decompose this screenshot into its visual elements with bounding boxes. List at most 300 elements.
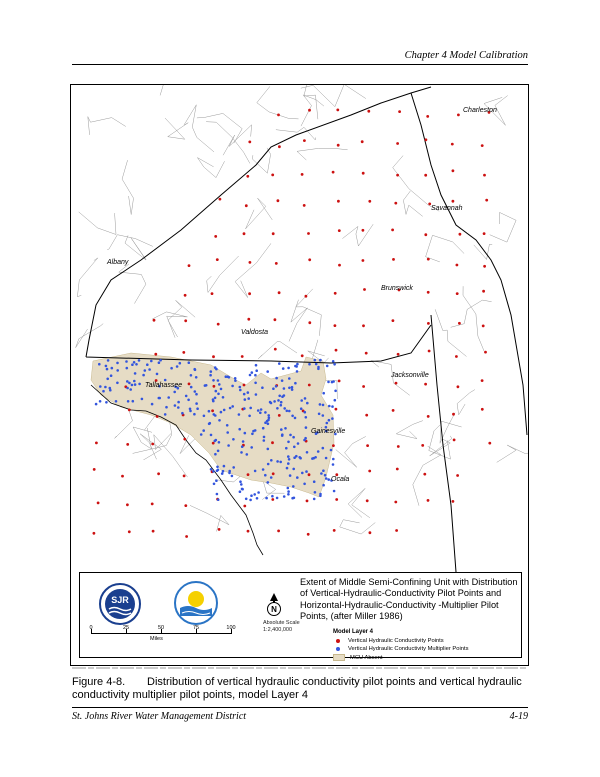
- multiplier-point: [116, 369, 119, 372]
- multiplier-point: [271, 495, 274, 498]
- pilot-point: [308, 321, 311, 324]
- pilot-point: [424, 233, 427, 236]
- multiplier-point: [262, 468, 265, 471]
- multiplier-point: [257, 491, 260, 494]
- multiplier-point: [257, 409, 260, 412]
- multiplier-point: [270, 476, 273, 479]
- multiplier-point: [196, 407, 199, 410]
- multiplier-point: [287, 367, 290, 370]
- multiplier-point: [218, 383, 221, 386]
- multiplier-point: [254, 382, 257, 385]
- county-line: [168, 300, 195, 337]
- multiplier-point: [243, 407, 246, 410]
- pilot-point: [183, 475, 186, 478]
- multiplier-point: [244, 432, 247, 435]
- scale-tick-label: 100: [226, 625, 236, 631]
- multiplier-point: [217, 379, 220, 382]
- multiplier-point: [275, 377, 278, 380]
- pilot-point: [271, 498, 274, 501]
- pilot-point: [361, 140, 364, 143]
- pilot-point: [247, 530, 250, 533]
- pilot-point: [248, 292, 251, 295]
- multiplier-point: [267, 481, 270, 484]
- multiplier-point: [292, 468, 295, 471]
- pilot-point: [367, 110, 370, 113]
- pilot-point: [308, 384, 311, 387]
- multiplier-point: [241, 445, 244, 448]
- multiplier-point: [322, 392, 325, 395]
- multiplier-point: [289, 474, 292, 477]
- multiplier-point: [249, 499, 252, 502]
- multiplier-point: [326, 365, 329, 368]
- county-line: [79, 212, 116, 235]
- pilot-point: [185, 535, 188, 538]
- multiplier-point: [238, 413, 241, 416]
- multiplier-point: [214, 453, 217, 456]
- county-line: [88, 117, 126, 135]
- multiplier-point: [223, 409, 226, 412]
- multiplier-point: [218, 419, 221, 422]
- multiplier-point: [134, 372, 137, 375]
- multiplier-point: [296, 476, 299, 479]
- multiplier-point: [322, 447, 325, 450]
- multiplier-point: [293, 446, 296, 449]
- pilot-point: [278, 291, 281, 294]
- multiplier-point: [291, 415, 294, 418]
- legend-item: MCU Absent: [333, 654, 469, 663]
- pilot-point: [301, 354, 304, 357]
- county-line: [207, 256, 239, 293]
- multiplier-point: [291, 388, 294, 391]
- pilot-point: [188, 264, 191, 267]
- multiplier-point: [134, 383, 137, 386]
- multiplier-point: [292, 436, 295, 439]
- county-line: [297, 148, 348, 160]
- multiplier-point: [99, 400, 102, 403]
- pilot-point: [241, 355, 244, 358]
- pilot-point: [368, 470, 371, 473]
- multiplier-point: [223, 465, 226, 468]
- pilot-point: [427, 322, 430, 325]
- city-label: Tallahassee: [145, 382, 183, 389]
- figure-caption-text: Distribution of vertical hydraulic conductivity pilot points and vertical hydraulic conductivity multiplier pilot points, model Layer 4: [72, 676, 522, 701]
- pilot-point: [277, 199, 280, 202]
- multiplier-point: [125, 360, 128, 363]
- pilot-point: [157, 472, 160, 475]
- pilot-point: [219, 198, 222, 201]
- multiplier-point: [286, 410, 289, 413]
- pilot-point: [392, 409, 395, 412]
- multiplier-point: [297, 442, 300, 445]
- multiplier-point: [221, 472, 224, 475]
- county-line: [119, 264, 146, 304]
- multiplier-point: [135, 363, 138, 366]
- multiplier-point: [286, 467, 289, 470]
- multiplier-point: [226, 431, 229, 434]
- multiplier-point: [106, 368, 109, 371]
- pilot-point: [362, 385, 365, 388]
- multiplier-point: [264, 474, 267, 477]
- multiplier-point: [164, 413, 167, 416]
- county-line: [154, 434, 188, 478]
- sjrwmd-logo: [98, 582, 142, 626]
- multiplier-point: [320, 472, 323, 475]
- multiplier-point: [107, 359, 110, 362]
- pilot-point: [458, 322, 461, 325]
- multiplier-point: [287, 441, 290, 444]
- multiplier-point: [208, 410, 211, 413]
- pilot-point: [483, 232, 486, 235]
- red-dot-icon: [336, 639, 340, 643]
- multiplier-point: [267, 463, 270, 466]
- multiplier-point: [177, 406, 180, 409]
- multiplier-point: [296, 370, 299, 373]
- pilot-point: [217, 323, 220, 326]
- pilot-point: [211, 292, 214, 295]
- multiplier-point: [187, 399, 190, 402]
- pilot-point: [456, 292, 459, 295]
- multiplier-point: [246, 453, 249, 456]
- multiplier-point: [306, 451, 309, 454]
- multiplier-point: [215, 439, 218, 442]
- multiplier-point: [190, 374, 193, 377]
- multiplier-point: [284, 427, 287, 430]
- pilot-point: [247, 318, 250, 321]
- county-line: [138, 85, 166, 95]
- multiplier-point: [181, 412, 184, 415]
- pilot-point: [427, 499, 430, 502]
- county-line: [403, 191, 422, 216]
- county-line: [258, 341, 297, 358]
- pilot-point: [362, 324, 365, 327]
- multiplier-point: [111, 367, 114, 370]
- multiplier-point: [331, 417, 334, 420]
- scale-tick-label: 25: [122, 625, 130, 631]
- multiplier-point: [317, 450, 320, 453]
- multiplier-point: [334, 399, 337, 402]
- multiplier-point: [203, 415, 206, 418]
- pilot-point: [335, 349, 338, 352]
- pilot-point: [488, 442, 491, 445]
- pilot-point: [392, 319, 395, 322]
- pilot-point: [456, 264, 459, 267]
- pilot-point: [303, 204, 306, 207]
- county-line: [440, 413, 462, 444]
- svg-text:N: N: [271, 605, 277, 614]
- multiplier-point: [314, 359, 317, 362]
- pilot-point: [366, 444, 369, 447]
- multiplier-point: [105, 401, 108, 404]
- multiplier-point: [245, 498, 248, 501]
- pilot-point: [272, 232, 275, 235]
- multiplier-point: [109, 389, 112, 392]
- pilot-point: [338, 264, 341, 267]
- multiplier-point: [170, 367, 173, 370]
- figure-caption: [72, 676, 530, 701]
- multiplier-point: [276, 497, 279, 500]
- multiplier-point: [220, 388, 223, 391]
- multiplier-point: [141, 398, 144, 401]
- multiplier-point: [220, 411, 223, 414]
- pilot-point: [397, 353, 400, 356]
- pilot-point: [243, 505, 246, 508]
- pilot-point: [277, 114, 280, 117]
- pilot-point: [308, 473, 311, 476]
- multiplier-point: [254, 429, 257, 432]
- scale-label: Absolute Scale: [263, 620, 300, 626]
- multiplier-point: [265, 497, 268, 500]
- multiplier-point: [131, 363, 134, 366]
- legend-layer-title: Model Layer 4: [333, 629, 374, 635]
- multiplier-point: [98, 363, 101, 366]
- multiplier-point: [276, 460, 279, 463]
- pilot-point: [212, 355, 215, 358]
- multiplier-point: [240, 483, 243, 486]
- multiplier-point: [132, 400, 135, 403]
- multiplier-point: [217, 450, 220, 453]
- multiplier-point: [138, 359, 141, 362]
- county-line: [235, 243, 271, 297]
- multiplier-point: [226, 424, 229, 427]
- pilot-point: [452, 169, 455, 172]
- multiplier-point: [210, 370, 213, 373]
- multiplier-point: [106, 378, 109, 381]
- multiplier-point: [116, 382, 119, 385]
- county-line: [165, 118, 188, 139]
- pilot-point: [481, 144, 484, 147]
- pilot-point: [455, 355, 458, 358]
- multiplier-point: [229, 407, 232, 410]
- pilot-point: [126, 503, 129, 506]
- multiplier-point: [232, 466, 235, 469]
- multiplier-point: [247, 391, 250, 394]
- multiplier-point: [144, 369, 147, 372]
- multiplier-point: [231, 405, 234, 408]
- pilot-point: [275, 262, 278, 265]
- multiplier-point: [95, 403, 98, 406]
- multiplier-point: [212, 398, 215, 401]
- multiplier-point: [272, 387, 275, 390]
- multiplier-point: [275, 385, 278, 388]
- pilot-point: [427, 291, 430, 294]
- multiplier-point: [300, 399, 303, 402]
- city-label: Albany: [107, 259, 129, 266]
- pilot-point: [243, 232, 246, 235]
- multiplier-point: [232, 438, 235, 441]
- multiplier-point: [195, 376, 198, 379]
- pilot-point: [277, 530, 280, 533]
- multiplier-point: [305, 416, 308, 419]
- multiplier-point: [289, 434, 292, 437]
- county-line: [396, 421, 423, 439]
- multiplier-point: [151, 403, 154, 406]
- county-line: [133, 427, 152, 449]
- county-line: [348, 488, 370, 518]
- multiplier-point: [222, 470, 225, 473]
- multiplier-point: [332, 463, 335, 466]
- multiplier-point: [214, 414, 217, 417]
- pilot-point: [213, 385, 216, 388]
- pilot-point: [278, 145, 281, 148]
- county-line: [197, 158, 224, 178]
- pilot-point: [396, 468, 399, 471]
- multiplier-point: [270, 459, 273, 462]
- pilot-point: [398, 110, 401, 113]
- multiplier-point: [326, 422, 329, 425]
- multiplier-point: [280, 428, 283, 431]
- county-line: [413, 446, 441, 506]
- multiplier-point: [209, 374, 212, 377]
- pilot-point: [97, 502, 100, 505]
- multiplier-point: [319, 359, 322, 362]
- multiplier-point: [116, 362, 119, 365]
- county-line: [304, 85, 318, 119]
- multiplier-point: [296, 363, 299, 366]
- pilot-point: [368, 200, 371, 203]
- pilot-point: [366, 499, 369, 502]
- header-rule: [72, 64, 528, 65]
- multiplier-point: [204, 384, 207, 387]
- pilot-point: [483, 174, 486, 177]
- multiplier-point: [133, 361, 136, 364]
- multiplier-point: [213, 483, 216, 486]
- county-line: [125, 235, 146, 260]
- county-line: [122, 160, 133, 215]
- multiplier-point: [164, 379, 167, 382]
- multiplier-point: [254, 374, 257, 377]
- county-line: [184, 105, 214, 152]
- pilot-point: [456, 474, 459, 477]
- multiplier-point: [176, 365, 179, 368]
- legend-item: Vertical Hydraulic Conductivity Multiplier Points: [333, 645, 469, 654]
- county-line: [463, 286, 484, 351]
- multiplier-point: [267, 423, 270, 426]
- chapter-header: Chapter 4 Model Calibration: [404, 50, 528, 61]
- multiplier-point: [195, 393, 198, 396]
- pilot-point: [391, 229, 394, 232]
- pilot-point: [482, 290, 485, 293]
- multiplier-point: [167, 396, 170, 399]
- multiplier-point: [260, 408, 263, 411]
- multiplier-point: [128, 382, 131, 385]
- multiplier-point: [174, 404, 177, 407]
- multiplier-point: [148, 368, 151, 371]
- multiplier-point: [208, 423, 211, 426]
- pilot-point: [128, 530, 131, 533]
- pilot-point: [154, 353, 157, 356]
- multiplier-point: [287, 487, 290, 490]
- pilot-point: [427, 415, 430, 418]
- multiplier-point: [304, 397, 307, 400]
- multiplier-point: [193, 413, 196, 416]
- pilot-point: [337, 144, 340, 147]
- pilot-point: [424, 174, 427, 177]
- multiplier-point: [234, 379, 237, 382]
- pilot-point: [335, 408, 338, 411]
- pilot-point: [153, 319, 156, 322]
- multiplier-point: [217, 393, 220, 396]
- pilot-point: [452, 413, 455, 416]
- multiplier-point: [283, 407, 286, 410]
- city-label: Ocala: [331, 476, 350, 483]
- multiplier-point: [314, 491, 317, 494]
- pilot-point: [394, 202, 397, 205]
- multiplier-point: [288, 377, 291, 380]
- city-label: Valdosta: [241, 329, 268, 336]
- multiplier-point: [294, 417, 297, 420]
- multiplier-point: [222, 396, 225, 399]
- multiplier-point: [294, 382, 297, 385]
- multiplier-point: [210, 434, 213, 437]
- multiplier-point: [202, 429, 205, 432]
- county-line: [276, 127, 316, 140]
- county-line: [223, 125, 252, 155]
- pilot-point: [334, 324, 337, 327]
- multiplier-point: [301, 472, 304, 475]
- pilot-point: [184, 319, 187, 322]
- multiplier-point: [244, 398, 247, 401]
- multiplier-point: [267, 419, 270, 422]
- pilot-point: [424, 383, 427, 386]
- scale-tick-label: 75: [192, 625, 200, 631]
- multiplier-point: [138, 383, 141, 386]
- multiplier-point: [242, 440, 245, 443]
- county-line: [301, 85, 366, 107]
- county-line: [296, 289, 322, 336]
- multiplier-point: [129, 388, 132, 391]
- multiplier-point: [261, 386, 264, 389]
- pilot-point: [336, 109, 339, 112]
- pilot-point: [121, 475, 124, 478]
- multiplier-point: [305, 470, 308, 473]
- multiplier-point: [262, 427, 265, 430]
- pilot-point: [334, 292, 337, 295]
- svg-text:SJR: SJR: [111, 595, 129, 605]
- multiplier-point: [282, 367, 285, 370]
- multiplier-point: [250, 446, 253, 449]
- county-line: [190, 505, 229, 531]
- pilot-point: [362, 259, 365, 262]
- county-line: [336, 436, 366, 467]
- multiplier-point: [239, 386, 242, 389]
- multiplier-point: [179, 362, 182, 365]
- pilot-point: [278, 414, 281, 417]
- multiplier-point: [185, 395, 188, 398]
- pilot-point: [332, 171, 335, 174]
- pilot-point: [218, 528, 221, 531]
- multiplier-point: [324, 474, 327, 477]
- multiplier-point: [215, 390, 218, 393]
- pilot-point: [151, 503, 154, 506]
- multiplier-point: [277, 399, 280, 402]
- pilot-point: [396, 174, 399, 177]
- page-number: 4-19: [509, 711, 528, 722]
- pilot-point: [332, 444, 335, 447]
- pilot-point: [95, 442, 98, 445]
- multiplier-point: [239, 389, 242, 392]
- pilot-point: [306, 500, 309, 503]
- multiplier-point: [269, 401, 272, 404]
- multiplier-point: [287, 493, 290, 496]
- pilot-point: [423, 473, 426, 476]
- scale-unit: Miles: [150, 636, 163, 642]
- multiplier-point: [322, 414, 325, 417]
- multiplier-point: [243, 393, 246, 396]
- map-frame: [70, 84, 529, 666]
- county-line: [206, 122, 250, 164]
- county-line: [197, 113, 242, 143]
- county-line: [253, 148, 271, 173]
